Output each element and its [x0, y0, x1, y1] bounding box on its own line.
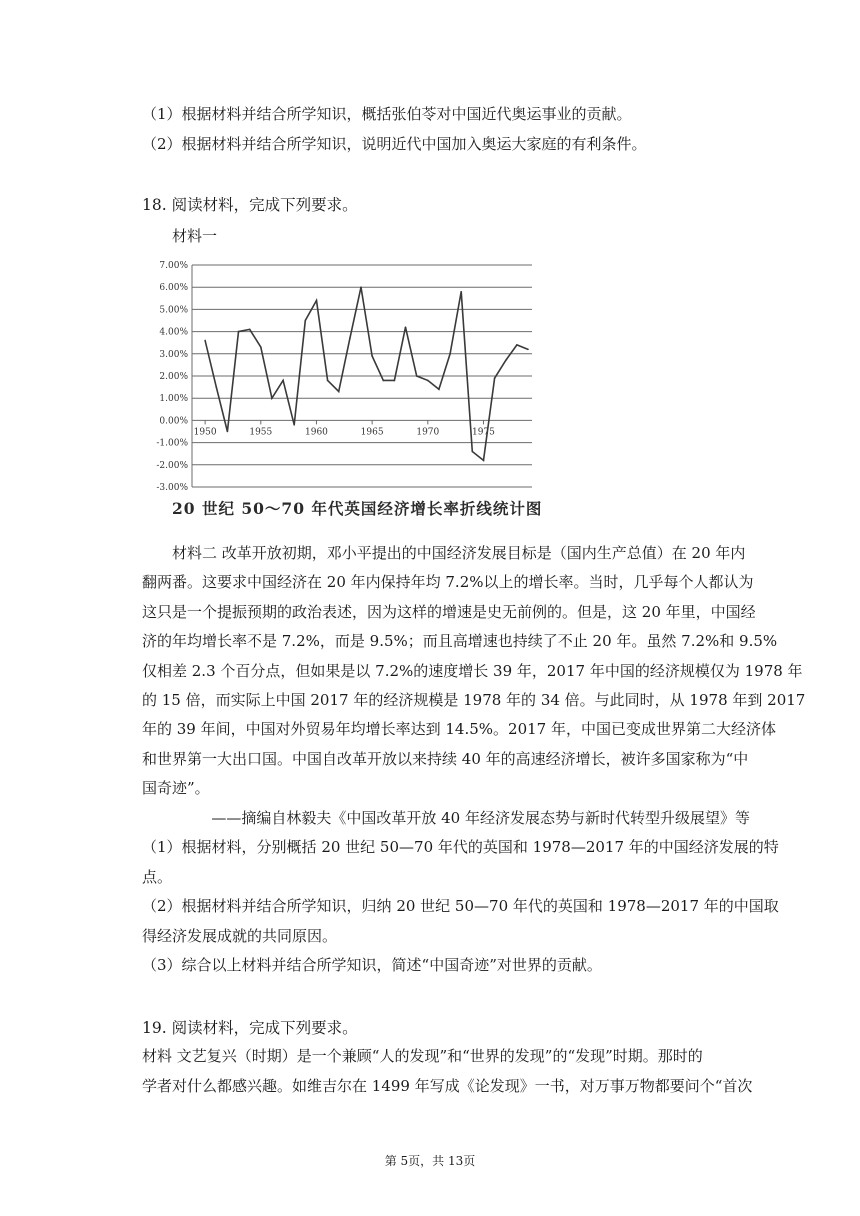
- question-line: （1）根据材料并结合所学知识，概括张伯苓对中国近代奥运事业的贡献。: [142, 105, 632, 123]
- y-tick-label: 1.00%: [159, 394, 188, 405]
- text-line: 翻两番。这要求中国经济在 20 年内保持年均 7.2%以上的增长率。当时，几乎每个人都认为: [142, 573, 754, 592]
- text-line: （3）综合以上材料并结合所学知识，简述“中国奇迹”对世界的贡献。: [142, 956, 602, 974]
- data-point: [472, 451, 474, 453]
- data-point: [249, 329, 251, 331]
- data-point: [416, 375, 418, 377]
- question-heading: 18. 阅读材料，完成下列要求。: [142, 196, 358, 214]
- y-tick-label: 7.00%: [159, 261, 188, 271]
- data-point: [371, 355, 373, 357]
- data-point: [449, 353, 451, 355]
- y-tick-label: 0.00%: [159, 416, 188, 427]
- text-line: 年的 39 年间，中国对外贸易年均增长率达到 14.5%。2017 年，中国已变成世界第二大经济体: [142, 720, 776, 739]
- data-point: [427, 380, 429, 382]
- data-point: [460, 291, 462, 293]
- text-line: 仅相差 2.3 个百分点，但如果是以 7.2%的速度增长 39 年，2017 年中国的经济规模仅为 1978 年: [142, 661, 803, 680]
- data-point: [382, 380, 384, 382]
- text-line: 得经济发展成就的共同原因。: [142, 926, 338, 945]
- text-line: 的 15 倍，而实际上中国 2017 年的经济规模是 1978 年的 34 倍。与此同时，从 1978 年到 2017: [142, 691, 806, 709]
- text-line: 点。: [142, 867, 173, 886]
- data-point: [494, 377, 496, 379]
- data-point: [505, 360, 507, 362]
- x-tick-label: 1950: [193, 427, 217, 438]
- x-tick-label: 1955: [249, 427, 273, 438]
- chart-caption: 20 世纪 50～70 年代英国经济增长率折线统计图: [172, 499, 543, 518]
- data-point: [327, 380, 329, 382]
- x-axis-ticks: [194, 420, 496, 437]
- data-point: [394, 380, 396, 382]
- text-line: 国奇迹”。: [142, 779, 210, 798]
- y-tick-label: -2.00%: [156, 460, 188, 471]
- page-footer: 第 5页，共 13页: [384, 1154, 476, 1168]
- text-line: （2）根据材料并结合所学知识，归纳 20 世纪 50—70 年代的英国和 1978—2017 年的中国取: [142, 897, 779, 915]
- data-point: [293, 424, 295, 426]
- data-point: [215, 386, 217, 388]
- data-point: [238, 331, 240, 333]
- x-tick-label: 1970: [416, 427, 440, 438]
- x-tick-label: 1965: [360, 427, 384, 438]
- data-point: [271, 397, 273, 399]
- y-tick-label: 3.00%: [159, 349, 188, 360]
- y-tick-label: 5.00%: [159, 305, 188, 316]
- data-point: [282, 380, 284, 382]
- y-tick-label: 6.00%: [159, 283, 188, 294]
- data-point: [438, 389, 440, 391]
- x-tick-label: 1975: [472, 427, 495, 438]
- y-axis-ticks: [156, 261, 188, 492]
- data-point: [338, 391, 340, 393]
- text-line: 这只是一个提振预期的政治表述，因为这样的增速是史无前例的。但是，这 20 年里，中国经: [142, 602, 756, 621]
- data-point: [349, 337, 351, 339]
- data-point: [260, 346, 262, 348]
- data-point: [483, 460, 485, 462]
- text-line: 材料二 改革开放初期，邓小平提出的中国经济发展目标是（国内生产总值）在 20 年内: [172, 544, 746, 562]
- data-point: [227, 431, 229, 433]
- text-line: 学者对什么都感兴趣。如维吉尔在 1499 年写成《论发现》一书，对万事万物都要问个“首次: [142, 1076, 753, 1095]
- data-point: [305, 320, 307, 322]
- data-point: [316, 300, 318, 302]
- data-point: [527, 349, 529, 351]
- question-heading: 19. 阅读材料，完成下列要求。: [142, 1019, 358, 1037]
- text-line: 济的年均增长率不是 7.2%，而是 9.5%；而且高增速也持续了不止 20 年。虽然 7.2%和 9.5%: [142, 632, 778, 651]
- x-tick-label: 1960: [305, 427, 328, 438]
- data-point: [204, 340, 206, 342]
- question-line: （2）根据材料并结合所学知识，说明近代中国加入奥运大家庭的有利条件。: [142, 135, 647, 153]
- data-point: [516, 344, 518, 346]
- y-tick-label: 4.00%: [159, 327, 188, 338]
- text-line: （1）根据材料，分别概括 20 世纪 50—70 年代的英国和 1978—2017 年的中国经济发展的特: [142, 838, 779, 856]
- y-tick-label: -3.00%: [156, 483, 188, 492]
- line-chart: [140, 252, 540, 492]
- source-citation: ——摘编自林毅夫《中国改革开放 40 年经济发展态势与新时代转型升级展望》等: [211, 809, 750, 827]
- text-line: 和世界第一大出口国。中国自改革开放以来持续 40 年的高速经济增长，被许多国家称为“中: [142, 749, 749, 768]
- material-label: 材料一: [172, 227, 218, 245]
- data-point: [360, 286, 362, 288]
- data-point: [405, 326, 407, 328]
- y-tick-label: -1.00%: [156, 438, 188, 449]
- text-line: 材料 文艺复兴（时期）是一个兼顾“人的发现”和“世界的发现”的“发现”时期。那时的: [142, 1047, 703, 1065]
- y-tick-label: 2.00%: [159, 372, 188, 382]
